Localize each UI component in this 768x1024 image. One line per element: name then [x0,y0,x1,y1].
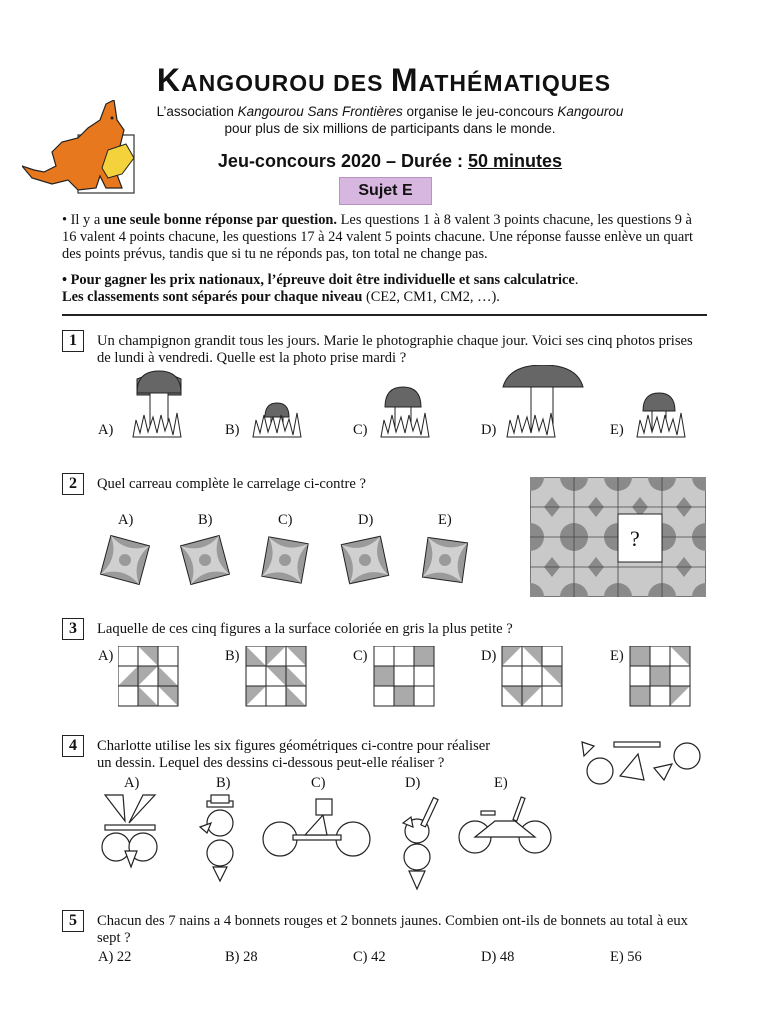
q5-option-c[interactable]: C) 42 [353,949,386,965]
missing-tile-mark: ? [630,526,640,551]
question-number-1: 1 [62,330,84,352]
question-4-text-line1: Charlotte utilise les six figures géométriques ci-contre pour réaliser [97,738,491,754]
mushroom-options [95,365,695,440]
rules-paragraph-2: • Pour gagner les prix nationaux, l’épreuve doit être individuelle et sans calculatrice. Les classements sont séparés pour chaque niveau (CE2, CM1, CM2, …). [62,272,579,305]
divider [62,314,707,316]
q1-option-d[interactable]: D) [481,422,497,438]
question-4-text-line2: un dessin. Lequel des dessins ci-dessous peut-elle réaliser ? [97,755,445,771]
tiling-pattern [530,477,706,597]
q4-option-b[interactable]: B) [216,775,231,791]
q3-option-b[interactable]: B) [225,648,240,664]
q2-option-d[interactable]: D) [358,512,374,528]
geometric-pieces [580,738,710,788]
q5-option-b[interactable]: B) 28 [225,949,258,965]
option-c-mushroom [381,387,429,437]
question-number-4: 4 [62,735,84,757]
question-3-text: Laquelle de ces cinq figures a la surface coloriée en gris la plus petite ? [97,621,513,637]
q4-option-c[interactable]: C) [311,775,326,791]
question-number-3: 3 [62,618,84,640]
q1-option-a[interactable]: A) [98,422,114,438]
q1-option-c[interactable]: C) [353,422,368,438]
option-e-mushroom [637,393,685,437]
page-title: KANGOUROU DES MATHÉMATIQUES [156,62,612,98]
q3-option-e[interactable]: E) [610,648,624,664]
q3-option-d[interactable]: D) [481,648,497,664]
q2-option-b[interactable]: B) [198,512,213,528]
q1-option-b[interactable]: B) [225,422,240,438]
question-number-5: 5 [62,910,84,932]
q2-option-e[interactable]: E) [438,512,452,528]
tile-options [95,530,485,590]
question-2-text: Quel carreau complète le carrelage ci-contre ? [97,476,366,492]
grid-options [118,646,698,710]
q4-option-a[interactable]: A) [124,775,140,791]
drawing-options [95,793,555,893]
association-text: L’association Kangourou Sans Frontières organise le jeu-concours Kangourou pour plus de six millions de participants dans le monde. [156,104,624,136]
q5-option-d[interactable]: D) 48 [481,949,515,965]
question-1-text: Un champignon grandit tous les jours. Marie le photographie chaque jour. Voici ses cinq photos prises de lundi à vendredi. Quelle est la photo prise mardi ? [97,333,693,366]
q5-option-a[interactable]: A) 22 [98,949,132,965]
q1-option-e[interactable]: E) [610,422,624,438]
question-number-2: 2 [62,473,84,495]
q3-option-a[interactable]: A) [98,648,114,664]
q5-option-e[interactable]: E) 56 [610,949,642,965]
option-d-mushroom [503,365,583,437]
rules-paragraph-1: • Il y a une seule bonne réponse par question. Les questions 1 à 8 valent 3 points chacune, les questions 9 à 16 valent 4 points chacune, les questions 17 à 24 valent 5 points chacune. Une réponse fausse enlève un quart des points prévus, tandis que si tu ne réponds pas, ton total ne change pas. [62,212,694,262]
q2-option-a[interactable]: A) [118,512,134,528]
option-b-mushroom [253,403,301,437]
q4-option-e[interactable]: E) [494,775,508,791]
kangourou-logo [22,100,140,195]
q3-option-c[interactable]: C) [353,648,368,664]
q4-option-d[interactable]: D) [405,775,421,791]
contest-duration: Jeu-concours 2020 – Durée : 50 minutes [217,151,563,171]
question-5-text: Chacun des 7 nains a 4 bonnets rouges et 2 bonnets jaunes. Combien ont-ils de bonnets au total à eux sept ? [97,913,688,946]
subject-badge: Sujet E [339,177,432,205]
q2-option-c[interactable]: C) [278,512,293,528]
option-a-mushroom [133,371,181,437]
